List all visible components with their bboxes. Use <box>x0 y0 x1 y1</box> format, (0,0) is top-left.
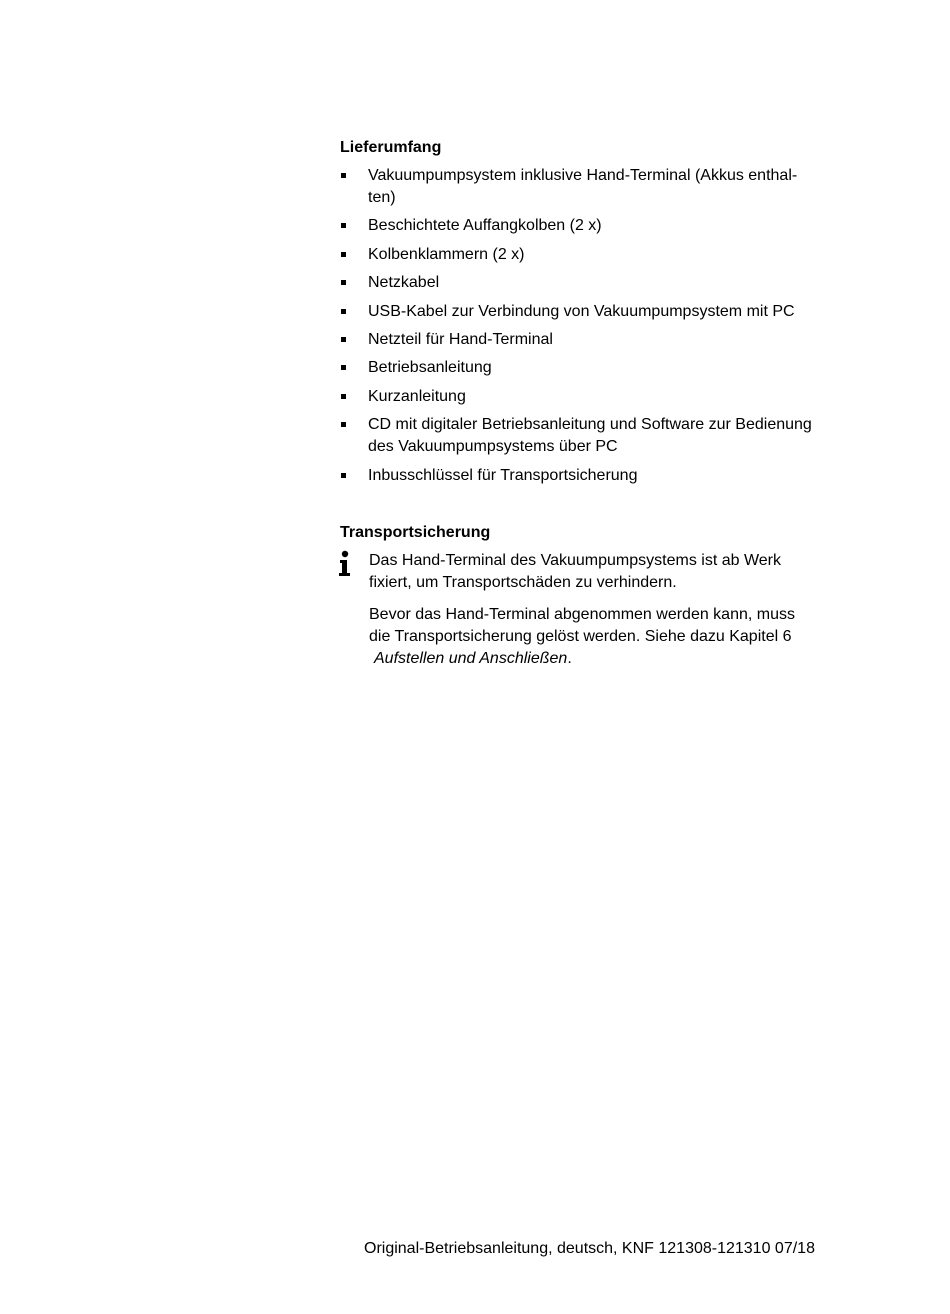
list-item-text: Kolbenklammern (2 x) <box>368 245 525 263</box>
bullet-square-icon <box>341 280 346 285</box>
list-item <box>340 165 820 209</box>
info-paragraph-1 <box>369 550 818 594</box>
info-icon <box>338 550 352 578</box>
list-item <box>340 215 820 237</box>
list-item-text-line2: des Vakuumpumpsystems über PC <box>368 438 618 456</box>
list-item <box>340 329 820 351</box>
chapter-reference-end: . <box>567 650 572 667</box>
list-item-text: Inbusschlüssel für Transportsicherung <box>368 466 638 484</box>
info-text-line: fixiert, um Transportschäden zu verhindern. <box>369 574 677 591</box>
bullet-square-icon <box>341 173 346 178</box>
list-item-text-line1: CD mit digitaler Betriebsanleitung und Software zur Bedienung <box>368 416 812 434</box>
list-item-text: Netzteil für Hand-Terminal <box>368 330 553 348</box>
bullet-square-icon <box>341 252 346 257</box>
info-text <box>369 550 818 670</box>
bullet-square-icon <box>341 223 346 228</box>
info-text-line: Das Hand-Terminal des Vakuumpumpsystems ist ab Werk <box>369 552 781 569</box>
list-item <box>340 301 820 323</box>
delivery-list <box>340 165 820 493</box>
info-note <box>338 550 818 680</box>
bullet-square-icon <box>341 394 346 399</box>
chapter-reference: Aufstellen und Anschließen <box>374 650 568 667</box>
bullet-square-icon <box>341 337 346 342</box>
bullet-square-icon <box>341 473 346 478</box>
section-heading-lieferumfang: Lieferumfang <box>340 139 442 156</box>
info-paragraph-2 <box>369 604 818 670</box>
list-item <box>340 357 820 379</box>
bullet-square-icon <box>341 309 346 314</box>
info-text-line: die Transportsicherung gelöst werden. Siehe dazu Kapitel 6 <box>369 628 792 645</box>
list-item <box>340 465 820 487</box>
list-item-text: USB-Kabel zur Verbindung von Vakuumpumpsystem mit PC <box>368 302 795 320</box>
bullet-square-icon <box>341 365 346 370</box>
info-text-line: Bevor das Hand-Terminal abgenommen werden kann, muss <box>369 606 795 623</box>
list-item-text: Netzkabel <box>368 274 440 292</box>
list-item-text-line2: ten) <box>368 189 396 206</box>
list-item <box>340 244 820 266</box>
list-item <box>340 414 820 458</box>
list-item-text: Kurzanleitung <box>368 387 466 405</box>
bullet-square-icon <box>341 422 346 427</box>
list-item-text: Betriebsanleitung <box>368 359 492 377</box>
list-item <box>340 386 820 408</box>
section-heading-transportsicherung: Transportsicherung <box>340 524 491 541</box>
list-item <box>340 272 820 294</box>
page-footer: Original-Betriebsanleitung, deutsch, KNF 121308-121310 07/18 <box>364 1240 815 1257</box>
list-item-text-line1: Vakuumpumpsystem inklusive Hand-Terminal (Akkus enthal- <box>368 167 798 184</box>
list-item-text: Beschichtete Auffangkolben (2 x) <box>368 217 602 235</box>
